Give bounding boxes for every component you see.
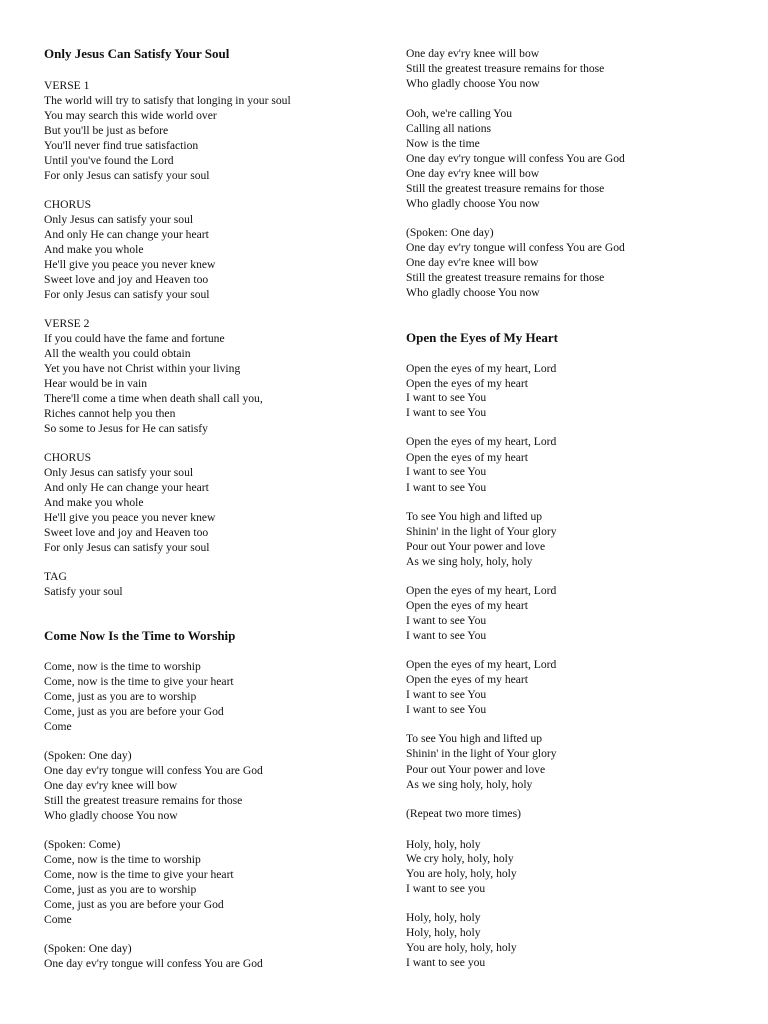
lyric-line: I want to see you — [406, 882, 486, 895]
lyric-line: As we sing holy, holy, holy — [406, 555, 533, 568]
lyric-line: I want to see You — [406, 481, 487, 494]
lyric-line: Open the eyes of my heart, Lord — [406, 435, 557, 448]
lyric-line: (Spoken: One day) — [406, 226, 494, 239]
lyric-line: Still the greatest treasure remains for those — [406, 271, 605, 284]
lyric-line: Still the greatest treasure remains for those — [406, 62, 605, 75]
lyric-line: One day ev'ry tongue will confess You are God — [406, 152, 625, 165]
lyric-line: One day ev'ry knee will bow — [406, 167, 540, 180]
lyric-line: Who gladly choose You now — [44, 809, 178, 822]
lyric-line: And make you whole — [44, 243, 144, 256]
lyric-line: Come, now is the time to give your heart — [44, 675, 234, 688]
lyric-line: VERSE 1 — [44, 79, 90, 92]
lyric-line: Come — [44, 720, 72, 733]
lyric-line: Shinin' in the light of Your glory — [406, 747, 557, 760]
lyric-line: As we sing holy, holy, holy — [406, 778, 533, 791]
lyric-line: I want to see You — [406, 703, 487, 716]
lyric-line: Only Jesus can satisfy your soul — [44, 466, 194, 479]
lyric-line: Open the eyes of my heart — [406, 377, 529, 390]
lyric-line: Come, just as you are to worship — [44, 883, 197, 896]
lyric-line: I want to see You — [406, 688, 487, 701]
lyric-line: Pour out Your power and love — [406, 763, 546, 776]
lyric-line: You'll never find true satisfaction — [44, 139, 199, 152]
lyric-line: All the wealth you could obtain — [44, 347, 191, 360]
lyric-line: He'll give you peace you never knew — [44, 258, 216, 271]
lyric-line: And make you whole — [44, 496, 144, 509]
lyric-line: I want to see You — [406, 629, 487, 642]
lyric-line: Now is the time — [406, 137, 480, 150]
lyric-line: For only Jesus can satisfy your soul — [44, 541, 210, 554]
lyric-line: Riches cannot help you then — [44, 407, 176, 420]
lyric-line: I want to see you — [406, 956, 486, 969]
lyric-line: Ooh, we're calling You — [406, 107, 513, 120]
lyric-line: Who gladly choose You now — [406, 77, 540, 90]
lyric-line: And only He can change your heart — [44, 481, 209, 494]
lyric-line: Come, just as you are before your God — [44, 705, 224, 718]
song-title: Come Now Is the Time to Worship — [44, 628, 236, 643]
lyric-line: For only Jesus can satisfy your soul — [44, 288, 210, 301]
lyric-line: Who gladly choose You now — [406, 286, 540, 299]
lyric-line: Come, just as you are before your God — [44, 898, 224, 911]
lyric-line: If you could have the fame and fortune — [44, 332, 225, 345]
lyric-line: Sweet love and joy and Heaven too — [44, 273, 209, 286]
lyric-line: Come, now is the time to worship — [44, 853, 201, 866]
lyric-line: Who gladly choose You now — [406, 197, 540, 210]
lyric-line: Come, now is the time to worship — [44, 660, 201, 673]
lyric-line: Still the greatest treasure remains for those — [406, 182, 605, 195]
lyric-line: Open the eyes of my heart, Lord — [406, 362, 557, 375]
lyric-line: Calling all nations — [406, 122, 492, 135]
lyric-line: Come — [44, 913, 72, 926]
lyric-line: Hear would be in vain — [44, 377, 148, 390]
lyric-line: And only He can change your heart — [44, 228, 209, 241]
lyric-line: One day ev'ry knee will bow — [44, 779, 178, 792]
lyric-line: Come, just as you are to worship — [44, 690, 197, 703]
lyric-line: For only Jesus can satisfy your soul — [44, 169, 210, 182]
lyric-line: Until you've found the Lord — [44, 154, 174, 167]
lyric-line: One day ev'ry knee will bow — [406, 47, 540, 60]
lyric-line: Open the eyes of my heart, Lord — [406, 658, 557, 671]
lyric-line: Holy, holy, holy — [406, 926, 481, 939]
lyric-line: Open the eyes of my heart — [406, 599, 529, 612]
lyric-line: Holy, holy, holy — [406, 838, 481, 851]
lyric-line: Only Jesus can satisfy your soul — [44, 213, 194, 226]
lyric-line: To see You high and lifted up — [406, 732, 543, 745]
lyric-line: I want to see You — [406, 391, 487, 404]
lyric-line: Still the greatest treasure remains for those — [44, 794, 243, 807]
lyric-line: I want to see You — [406, 406, 487, 419]
lyric-line: You may search this wide world over — [44, 109, 217, 122]
lyric-line: He'll give you peace you never knew — [44, 511, 216, 524]
lyric-line: Open the eyes of my heart — [406, 673, 529, 686]
lyric-line: (Spoken: Come) — [44, 838, 121, 851]
lyric-line: CHORUS — [44, 451, 92, 464]
lyric-line: You are holy, holy, holy — [406, 867, 517, 880]
lyric-line: I want to see You — [406, 465, 487, 478]
lyric-line: Yet you have not Christ within your living — [44, 362, 241, 375]
lyric-line: Holy, holy, holy — [406, 911, 481, 924]
lyric-line: (Spoken: One day) — [44, 942, 132, 955]
lyric-line: One day ev're knee will bow — [406, 256, 539, 269]
lyric-line: Come, now is the time to give your heart — [44, 868, 234, 881]
lyric-line: To see You high and lifted up — [406, 510, 543, 523]
song-title: Open the Eyes of My Heart — [406, 330, 559, 345]
lyric-line: One day ev'ry tongue will confess You are God — [44, 764, 263, 777]
lyric-line: But you'll be just as before — [44, 124, 169, 137]
lyric-line: The world will try to satisfy that longing in your soul — [44, 94, 291, 107]
lyric-line: Pour out Your power and love — [406, 540, 546, 553]
lyric-line: I want to see You — [406, 614, 487, 627]
lyric-line: Sweet love and joy and Heaven too — [44, 526, 209, 539]
lyric-line: We cry holy, holy, holy — [406, 852, 514, 865]
lyric-line: VERSE 2 — [44, 317, 90, 330]
lyric-line: Satisfy your soul — [44, 585, 123, 598]
lyric-line: CHORUS — [44, 198, 92, 211]
lyric-line: Open the eyes of my heart — [406, 451, 529, 464]
lyric-line: You are holy, holy, holy — [406, 941, 517, 954]
lyric-line: So some to Jesus for He can satisfy — [44, 422, 208, 435]
lyric-line: Shinin' in the light of Your glory — [406, 525, 557, 538]
song-title: Only Jesus Can Satisfy Your Soul — [44, 46, 230, 61]
lyric-line: TAG — [44, 570, 67, 583]
lyric-line: (Spoken: One day) — [44, 749, 132, 762]
lyric-line: One day ev'ry tongue will confess You are God — [44, 957, 263, 970]
lyric-line: Open the eyes of my heart, Lord — [406, 584, 557, 597]
lyric-line: (Repeat two more times) — [406, 807, 521, 820]
lyric-line: One day ev'ry tongue will confess You are God — [406, 241, 625, 254]
lyric-line: There'll come a time when death shall call you, — [44, 392, 263, 405]
